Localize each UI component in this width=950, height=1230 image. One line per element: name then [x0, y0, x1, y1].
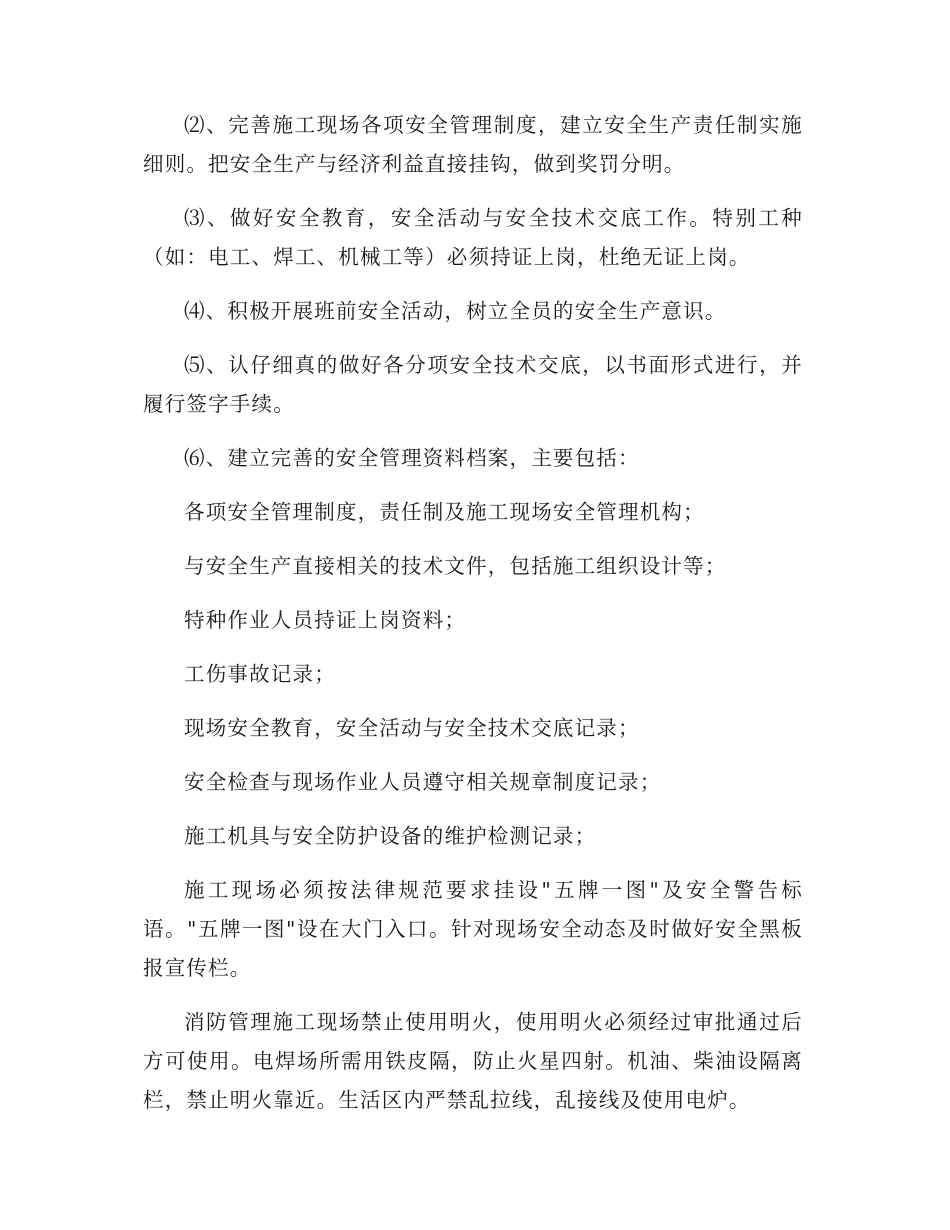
- paragraph-fire-management: 消防管理施工现场禁止使用明火，使用明火必须经过审批通过后方可使用。电焊场所需用铁皮隔，防止火星四射。机油、柴油设隔离栏，禁止明火靠近。生活区内严禁乱拉线，乱接线及使用电炉。: [143, 1010, 803, 1112]
- archive-item-certified-workers: 特种作业人员持证上岗资料；: [184, 608, 467, 632]
- archive-item-management-rules: 各项安全管理制度，责任制及施工现场安全管理机构；: [184, 500, 705, 524]
- paragraph-signage: 施工现场必须按法律规范要求挂设"五牌一图"及安全警告标语。"五牌一图"设在大门入口。针对现场安全动态及时做好安全黑板报宣传栏。: [143, 878, 803, 980]
- archive-item-injury-records: 工伤事故记录；: [184, 662, 336, 686]
- paragraph-item-6: ⑹、建立完善的安全管理资料档案，主要包括：: [184, 446, 640, 470]
- paragraph-item-3: ⑶、做好安全教育，安全活动与安全技术交底工作。特别工种（如：电工、焊工、机械工等）必须持证上岗，杜绝无证上岗。: [143, 206, 803, 269]
- archive-item-inspection-records: 安全检查与现场作业人员遵守相关规章制度记录；: [184, 770, 662, 794]
- archive-item-equipment-records: 施工机具与安全防护设备的维护检测记录；: [184, 824, 597, 848]
- paragraph-item-5: ⑸、认仔细真的做好各分项安全技术交底，以书面形式进行，并履行签字手续。: [143, 353, 803, 416]
- archive-item-education-records: 现场安全教育，安全活动与安全技术交底记录；: [184, 716, 640, 740]
- paragraph-item-4: ⑷、积极开展班前安全活动，树立全员的安全生产意识。: [184, 299, 727, 323]
- document-body: [143, 106, 803, 1135]
- paragraph-item-2: ⑵、完善施工现场各项安全管理制度，建立安全生产责任制实施细则。把安全生产与经济利益直接挂钩，做到奖罚分明。: [143, 113, 803, 176]
- archive-item-technical-files: 与安全生产直接相关的技术文件，包括施工组织设计等；: [184, 554, 727, 578]
